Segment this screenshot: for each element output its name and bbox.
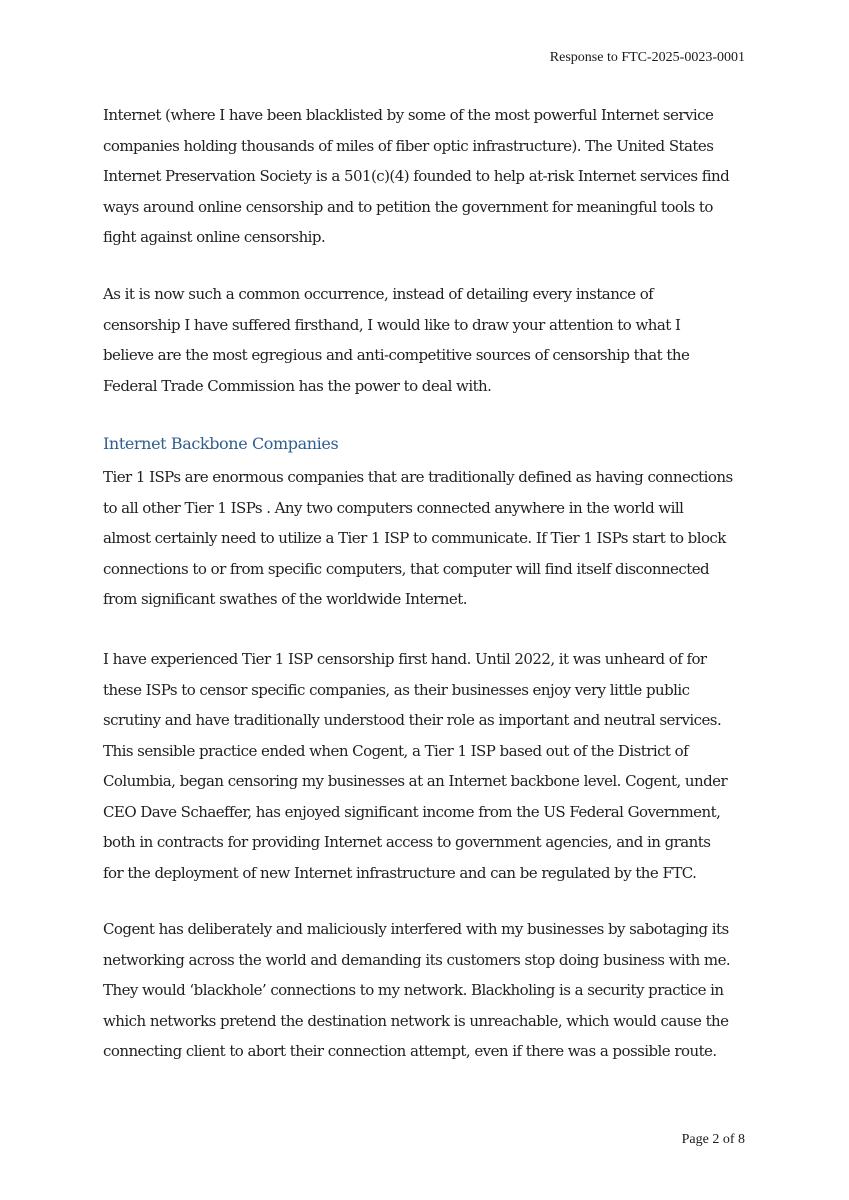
text-line: which networks pretend the destination network is unreachable, which would cause the — [103, 1011, 729, 1030]
paragraph-censorship-experience — [103, 644, 753, 888]
text-line: CEO Dave Schaeffer, has enjoyed significant income from the US Federal Government, — [103, 802, 721, 821]
text-line: to all other Tier 1 ISPs . Any two computers connected anywhere in the world will — [103, 498, 684, 517]
text-line: This sensible practice ended when Cogent, a Tier 1 ISP based out of the District of — [103, 741, 689, 760]
text-line: connections to or from specific computers, that computer will find itself disconnected — [103, 559, 710, 578]
text-line: these ISPs to censor specific companies, as their businesses enjoy very little public — [103, 680, 690, 699]
paragraph-cogent-interference — [103, 914, 753, 1067]
text-line: ways around online censorship and to petition the government for meaningful tools to — [103, 197, 713, 216]
page-header-reference: Response to FTC-2025-0023-0001 — [549, 50, 745, 65]
text-line: almost certainly need to utilize a Tier 1 ISP to communicate. If Tier 1 ISPs start to block — [103, 529, 726, 547]
text-line: I have experienced Tier 1 ISP censorship first hand. Until 2022, it was unheard of for — [103, 650, 707, 668]
text-line: Internet Preservation Society is a 501(c)(4) founded to help at-risk Internet services find — [103, 167, 730, 185]
paragraph-tier1-definition — [103, 462, 753, 615]
text-line: Columbia, began censoring my businesses at an Internet backbone level. Cogent, under — [103, 772, 728, 790]
text-line: companies holding thousands of miles of fiber optic infrastructure). The United States — [103, 136, 714, 155]
page-number: Page 2 of 8 — [681, 1132, 745, 1147]
text-line: Internet (where I have been blacklisted by some of the most powerful Internet service — [103, 106, 714, 124]
paragraph-intro-continuation — [103, 100, 753, 253]
text-line: connecting client to abort their connection attempt, even if there was a possible route. — [103, 1042, 717, 1060]
section-heading: Internet Backbone Companies — [103, 434, 339, 453]
text-line: Tier 1 ISPs are enormous companies that are traditionally defined as having connections — [103, 468, 733, 486]
text-line: As it is now such a common occurrence, instead of detailing every instance of — [103, 285, 654, 303]
text-line: scrutiny and have traditionally understood their role as important and neutral services. — [103, 711, 722, 729]
text-line: censorship I have suffered firsthand, I would like to draw your attention to what I — [103, 315, 681, 334]
text-line: Federal Trade Commission has the power to deal with. — [103, 376, 492, 395]
paragraph-common-occurrence — [103, 279, 753, 401]
text-line: both in contracts for providing Internet access to government agencies, and in grants — [103, 833, 711, 851]
text-line: networking across the world and demanding its customers stop doing business with me. — [103, 950, 731, 969]
text-line: fight against online censorship. — [103, 228, 326, 246]
text-line: believe are the most egregious and anti-competitive sources of censorship that the — [103, 346, 690, 364]
text-line: for the deployment of new Internet infrastructure and can be regulated by the FTC. — [103, 863, 697, 882]
text-line: They would ‘blackhole’ connections to my network. Blackholing is a security practice in — [103, 981, 724, 999]
text-line: from significant swathes of the worldwide Internet. — [103, 590, 467, 608]
text-line: Cogent has deliberately and maliciously interfered with my businesses by sabotaging its — [103, 920, 729, 938]
